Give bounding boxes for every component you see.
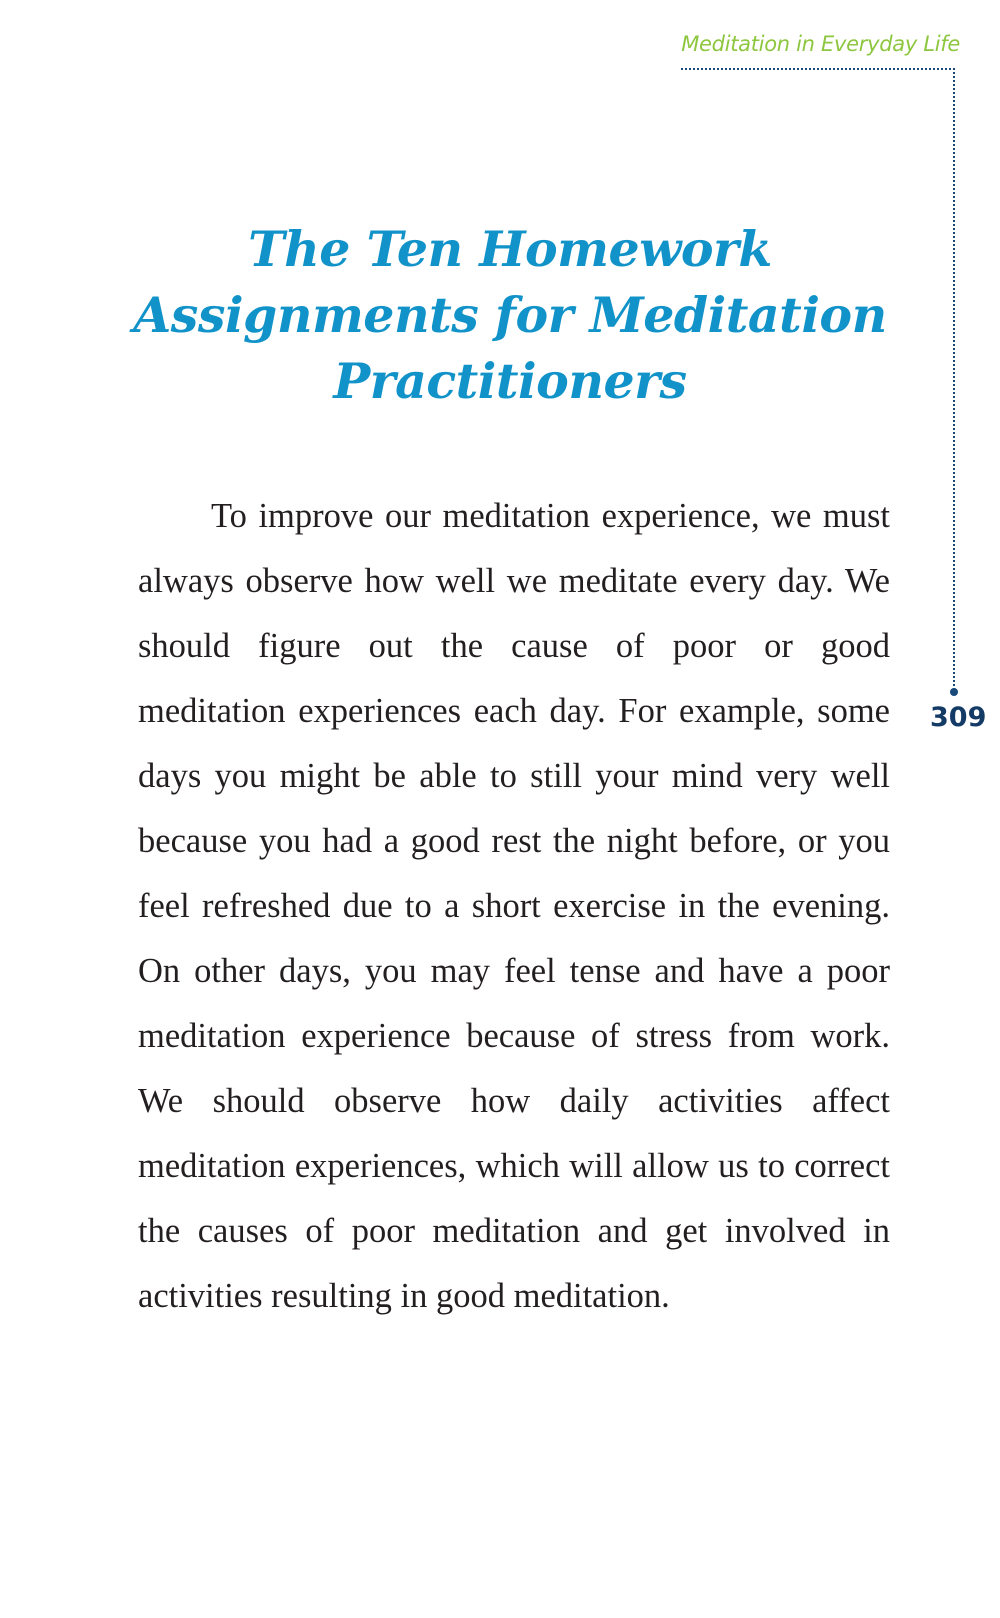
body-paragraph: To improve our meditation experience, we must always observe how well we meditate every day. We should figure out the cause of poor or good meditation experiences each day. For example, some days you might be able to still your mind very well because you had a good rest the night before, or you feel refreshed due to a short exercise in the evening. On other days, you may feel tense and have a poor meditation experience because of stress from work. We should observe how daily activities affect meditation experiences, which will allow us to correct the causes of poor meditation and get involved in activities resulting in good meditation. <box>138 497 890 1315</box>
dotted-rule-vertical <box>953 68 955 690</box>
chapter-title <box>110 216 910 414</box>
dotted-rule-horizontal <box>681 68 955 70</box>
dotted-rule-end-dot <box>950 688 958 696</box>
page-number: 309 <box>930 702 987 733</box>
running-head: Meditation in Everyday Life <box>681 32 960 56</box>
chapter-title-line: Practitioners <box>333 352 687 410</box>
chapter-title-line: Assignments for Meditation <box>133 286 887 344</box>
chapter-title-line: The Ten Homework <box>248 220 772 278</box>
